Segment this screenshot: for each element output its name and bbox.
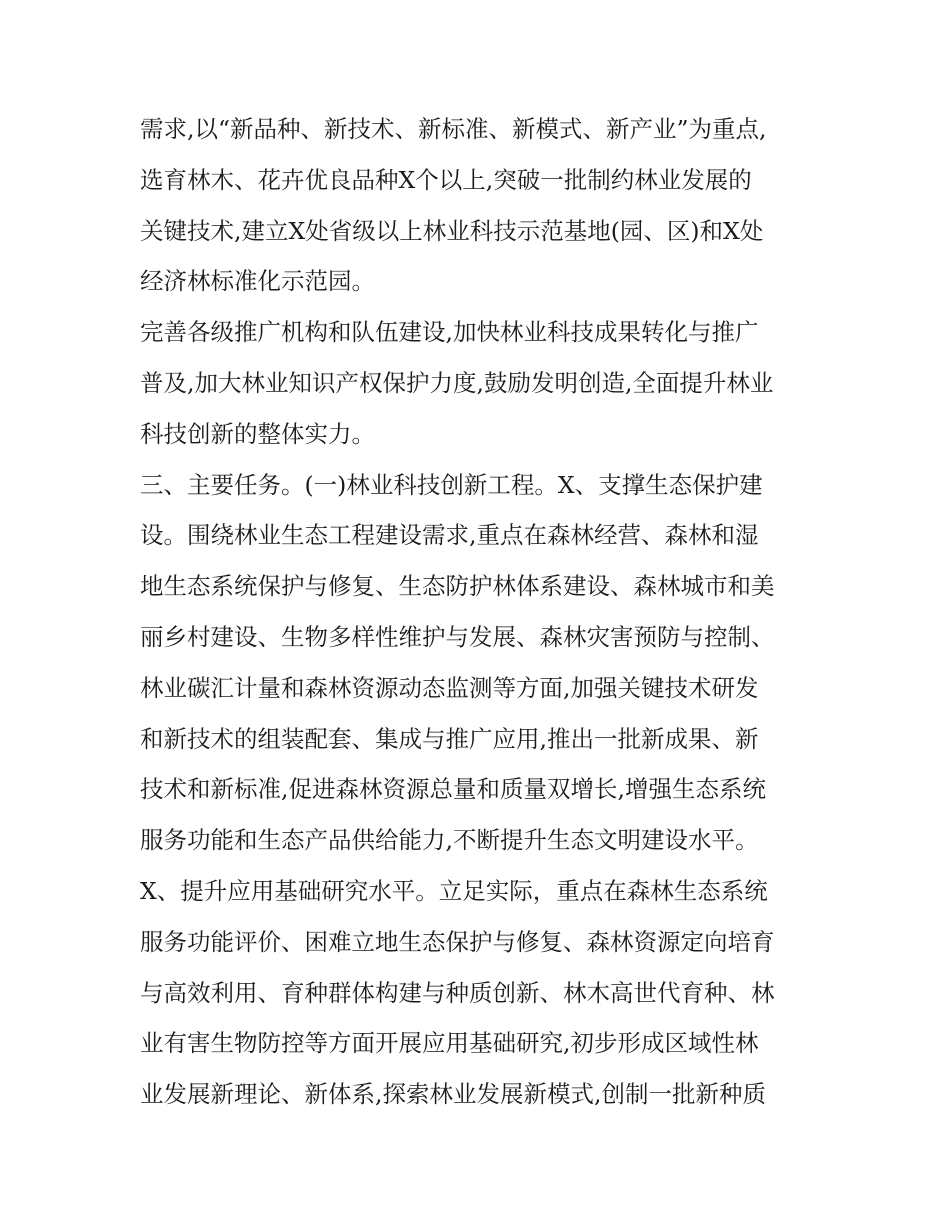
text-line: 技术和新标准,促进森林资源总量和质量双增长,增强生态系统: [140, 775, 766, 804]
text-line: X、提升应用基础研究水平。立足实际，重点在森林生态系统: [140, 876, 768, 905]
text-line: 普及,加大林业知识产权保护力度,鼓励发明创造,全面提升林业: [140, 368, 774, 397]
text-line: 服务功能评价、困难立地生态保护与修复、森林资源定向培育: [140, 927, 775, 956]
text-line: 业有害生物防控等方面开展应用基础研究,初步形成区域性林: [140, 1029, 759, 1058]
text-line: 设。围绕林业生态工程建设需求,重点在森林经营、森林和湿: [140, 521, 759, 550]
text-line: 服务功能和生态产品供给能力,不断提升生态文明建设水平。: [140, 826, 759, 855]
text-line: 科技创新的整体实力。: [140, 419, 375, 448]
text-line: 和新技术的组装配套、集成与推广应用,推出一批新成果、新: [140, 724, 759, 753]
text-line: 完善各级推广机构和队伍建设,加快林业科技成果转化与推广: [140, 318, 759, 347]
body-text: [140, 104, 820, 1120]
text-line: 需求,以“新品种、新技术、新标准、新模式、新产业”为重点,: [140, 115, 767, 143]
text-line: 经济林标准化示范园。: [140, 267, 375, 296]
text-line: 林业碳汇计量和森林资源动态监测等方面,加强关键技术研发: [140, 673, 759, 702]
text-line: 与高效利用、育种群体构建与种质创新、林木高世代育种、林: [140, 978, 775, 1007]
text-line: 丽乡村建设、生物多样性维护与发展、森林灾害预防与控制、: [140, 622, 775, 651]
text-line: 选育林木、花卉优良品种X个以上,突破一批制约林业发展的: [140, 165, 752, 194]
text-line: 地生态系统保护与修复、生态防护林体系建设、森林城市和美: [140, 572, 775, 601]
text-line: 业发展新理论、新体系,探索林业发展新模式,创制一批新种质: [140, 1080, 766, 1109]
text-line: 关键技术,建立X处省级以上林业科技示范基地(园、区)和X处: [140, 216, 764, 245]
text-line: 三、主要任务。(一)林业科技创新工程。X、支撑生态保护建: [140, 470, 763, 499]
